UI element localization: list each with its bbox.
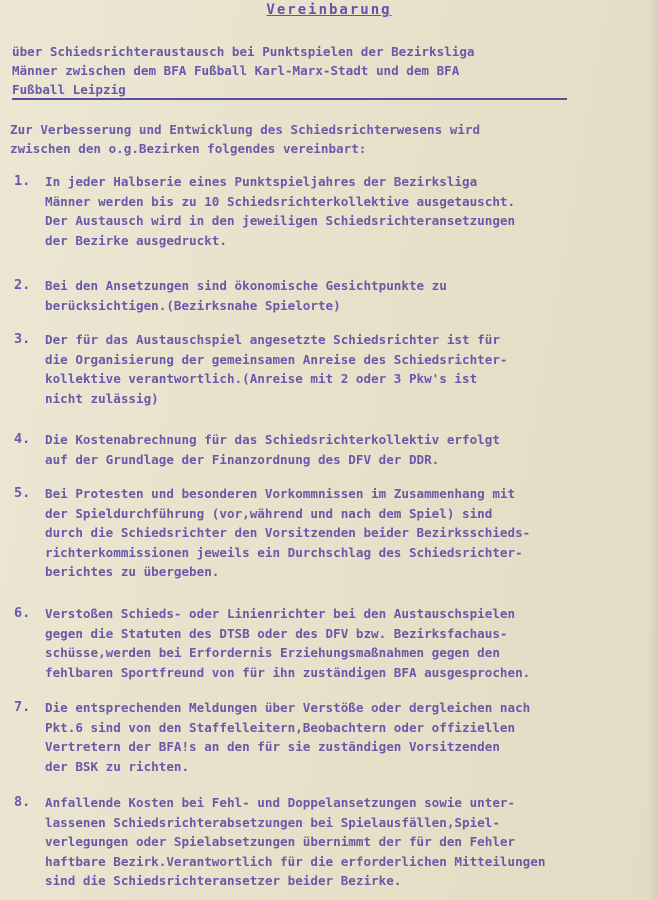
item-text: [45, 172, 515, 250]
item-number: 1.: [14, 173, 31, 189]
item-text: [45, 698, 530, 776]
item-text: [45, 276, 447, 315]
item-number: 2.: [14, 277, 31, 293]
page-edge-shadow: [648, 0, 658, 900]
item-line: Männer werden bis zu 10 Schiedsrichterkollektive ausgetauscht.: [45, 193, 516, 209]
item-line: Vertretern der BFA!s an den für sie zuständigen Vorsitzenden: [45, 739, 500, 754]
item-line: Der für das Austauschspiel angesetzte Schiedsrichter ist für: [45, 332, 500, 347]
item-line: Anfallende Kosten bei Fehl- und Doppelansetzungen sowie unter-: [45, 795, 516, 810]
item-line: verlegungen oder Spielabsetzungen übernimmt der für den Fehler: [45, 834, 516, 849]
item-line: haftbare Bezirk.Verantwortlich für die erforderlichen Mitteilungen: [45, 853, 546, 869]
item-text: [45, 604, 530, 682]
document-subject: [12, 42, 642, 99]
subject-line: Fußball Leipzig: [12, 82, 126, 97]
item-line: sind die Schiedsrichteransetzer beider Bezirke.: [45, 873, 402, 888]
item-line: die Organisierung der gemeinsamen Anreise des Schiedsrichter-: [45, 351, 508, 367]
item-line: kollektive verantwortlich.(Anreise mit 2 oder 3 Pkw's ist: [45, 371, 478, 386]
item-line: schüsse,werden bei Erfordernis Erziehungsmaßnahmen gegen den: [45, 645, 500, 660]
item-line: der BSK zu richten.: [45, 758, 190, 774]
intro-paragraph: [10, 120, 650, 158]
item-line: richterkommissionen jeweils ein Durchschlag des Schiedsrichter-: [45, 544, 523, 560]
subject-line: über Schiedsrichteraustausch bei Punktspielen der Bezirksliga: [12, 44, 475, 59]
item-number: 4.: [14, 431, 31, 447]
item-line: Bei Protesten und besonderen Vorkommnissen im Zusammenhang mit: [45, 486, 516, 501]
item-line: Die Kostenabrechnung für das Schiedsrichterkollektiv erfolgt: [45, 432, 500, 447]
item-number: 6.: [14, 605, 31, 621]
item-line: lassenen Schiedsrichterabsetzungen bei Spielausfällen,Spiel-: [45, 814, 500, 830]
item-number: 7.: [14, 699, 31, 715]
subject-line: Männer zwischen dem BFA Fußball Karl-Marx-Stadt und dem BFA: [12, 63, 460, 78]
item-line: nicht zulässig): [45, 390, 159, 406]
item-line: Der Austausch wird in den jeweiligen Schiedsrichteransetzungen: [45, 213, 516, 228]
item-line: In jeder Halbserie eines Punktspieljahres der Bezirksliga: [45, 174, 478, 189]
item-number: 5.: [14, 485, 31, 501]
item-text: [45, 330, 508, 408]
item-line: Pkt.6 sind von den Staffelleitern,Beobachtern oder offiziellen: [45, 719, 516, 735]
subject-underline: [12, 98, 567, 100]
item-line: durch die Schiedsrichter den Vorsitzenden beider Bezirksschieds-: [45, 525, 531, 540]
item-text: [45, 484, 530, 582]
item-line: Verstoßen Schieds- oder Linienrichter bei den Austauschspielen: [45, 606, 516, 621]
item-number: 3.: [14, 331, 31, 347]
item-line: der Spieldurchführung (vor,während und nach dem Spiel) sind: [45, 505, 493, 521]
item-line: auf der Grundlage der Finanzordnung des DFV der DDR.: [45, 451, 440, 467]
intro-line: zwischen den o.g.Bezirken folgendes vereinbart:: [10, 141, 367, 156]
document-title: Vereinbarung: [266, 2, 392, 18]
item-number: 8.: [14, 794, 31, 810]
item-line: Die entsprechenden Meldungen über Verstöße oder dergleichen nach: [45, 700, 531, 715]
item-text: [45, 793, 545, 891]
item-line: berücksichtigen.(Bezirksnahe Spielorte): [45, 297, 341, 313]
item-line: fehlbaren Sportfreund von für ihn zuständigen BFA ausgesprochen.: [45, 664, 531, 680]
item-line: der Bezirke ausgedruckt.: [45, 232, 227, 248]
item-line: berichtes zu übergeben.: [45, 564, 220, 579]
item-text: [45, 430, 500, 469]
item-line: Bei den Ansetzungen sind ökonomische Gesichtpunkte zu: [45, 278, 447, 293]
item-line: gegen die Statuten des DTSB oder des DFV bzw. Bezirksfachaus-: [45, 625, 508, 641]
intro-line: Zur Verbesserung und Entwicklung des Schiedsrichterwesens wird: [10, 122, 481, 137]
